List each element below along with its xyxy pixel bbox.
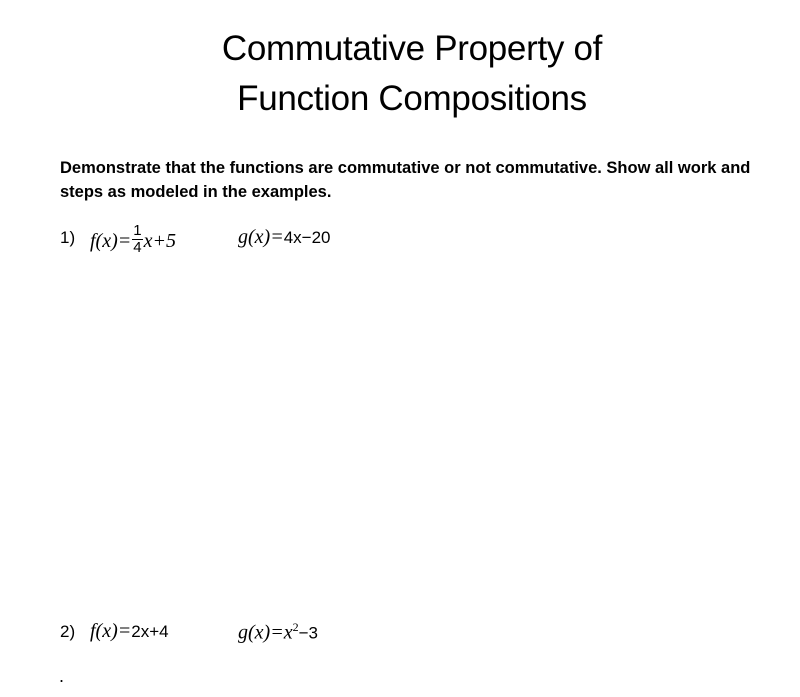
- title-line-1: Commutative Property of: [221, 29, 603, 68]
- function-g: [238, 226, 331, 249]
- function-g: [238, 620, 318, 645]
- problem-2: [60, 614, 460, 654]
- title-line-2: Function Compositions: [237, 79, 587, 118]
- problem-number: 2): [60, 622, 76, 641]
- worksheet-title: [0, 24, 800, 124]
- g-expression: 4x−20: [283, 228, 331, 247]
- problem-1: [60, 220, 460, 260]
- f-suffix: x+5: [143, 230, 176, 253]
- function-f: [90, 620, 169, 643]
- fraction: [132, 223, 142, 256]
- g-tail: −3: [298, 623, 318, 643]
- f-expression: 2x+4: [131, 622, 169, 641]
- g-prefix: g(x)=: [238, 226, 284, 248]
- fraction-denominator: 4: [133, 239, 142, 256]
- fraction-numerator: 1: [133, 222, 142, 239]
- instructions-text: Demonstrate that the functions are commutative or not commutative. Show all work and steps as modeled in the examples.: [60, 159, 751, 201]
- g-prefix: g(x)=: [238, 621, 284, 644]
- f-prefix: f(x)=: [90, 230, 132, 253]
- function-f: [90, 222, 176, 259]
- f-prefix: f(x)=: [90, 620, 132, 642]
- problem-number: 1): [60, 228, 76, 247]
- g-base: x: [283, 621, 293, 644]
- trailing-dot: .: [59, 666, 65, 686]
- g-exponent: 2: [292, 620, 299, 634]
